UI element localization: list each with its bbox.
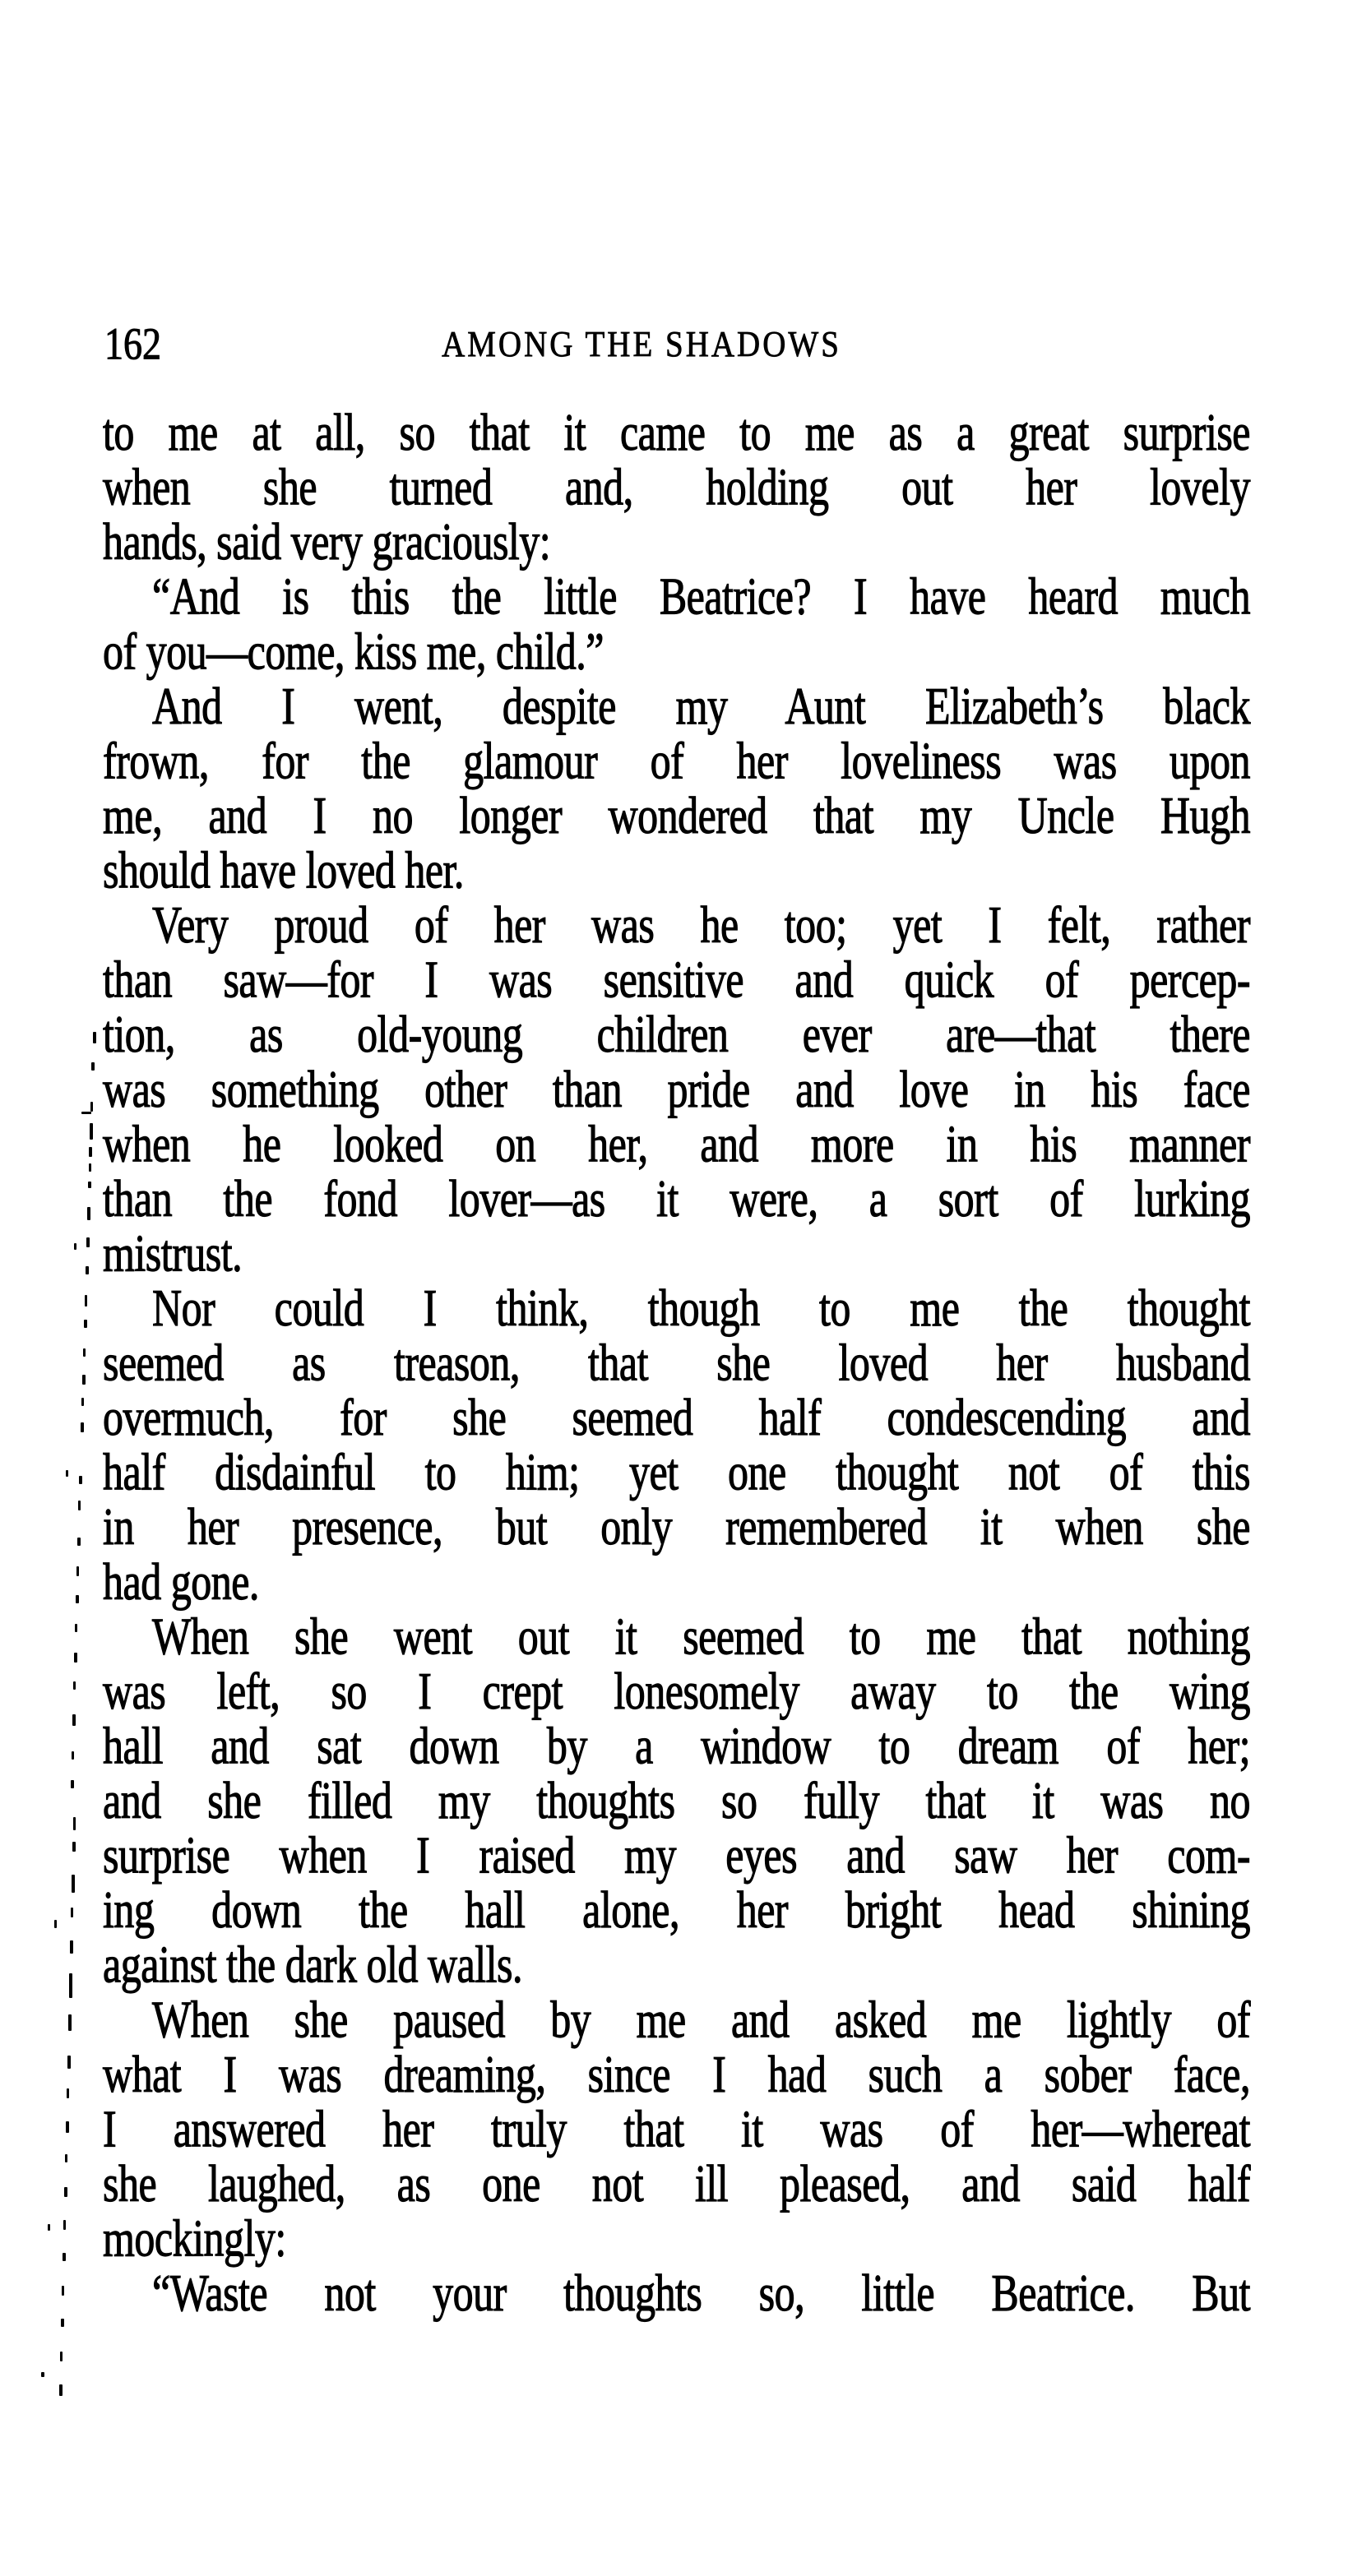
scan-speck: [71, 1908, 73, 1917]
text-line: frown, for the glamour of her loveliness was upon: [103, 730, 1250, 790]
scan-speck: [66, 2121, 69, 2133]
scan-speck: [86, 1266, 89, 1274]
scan-speck: [72, 1875, 75, 1893]
scan-speck: [48, 2224, 50, 2231]
scan-speck: [88, 1182, 91, 1188]
text-line: seemed as treason, that she loved her husband: [103, 1332, 1250, 1392]
scan-speck: [93, 1032, 96, 1043]
scan-speck: [73, 1681, 76, 1690]
text-line: hands, said very graciously:: [103, 511, 551, 571]
text-line: when she turned and, holding out her lovely: [103, 457, 1250, 516]
scan-speck: [61, 2319, 64, 2327]
text-line: Nor could I think, though to me the thought: [152, 1278, 1250, 1338]
text-line: to me at all, so that it came to me as a great surprise: [103, 402, 1250, 462]
text-line: against the dark old walls.: [103, 1935, 522, 1994]
text-line: Very proud of her was he too; yet I felt, rather: [152, 895, 1250, 955]
text-line: “And is this the little Beatrice? I have heard much: [152, 567, 1250, 626]
scan-speck: [83, 1348, 86, 1357]
scan-speck: [73, 1817, 76, 1830]
scan-speck: [59, 2384, 63, 2396]
text-line: should have loved her.: [103, 839, 464, 900]
scan-speck: [41, 2372, 44, 2377]
scan-speck: [63, 2220, 66, 2230]
running-title: AMONG THE SHADOWS: [442, 323, 841, 365]
text-line: and she filled my thoughts so fully that it was no: [103, 1770, 1250, 1830]
text-line: what I was dreaming, since I had such a sober face,: [103, 2044, 1250, 2103]
scan-speck: [74, 1653, 77, 1663]
scan-speck: [62, 2286, 64, 2296]
text-line: was something other than pride and love in his face: [103, 1059, 1250, 1118]
scan-speck: [69, 1973, 72, 1998]
scan-speck: [63, 2253, 66, 2261]
text-line: mockingly:: [103, 2208, 286, 2268]
scan-speck: [86, 1237, 90, 1247]
scan-speck: [81, 1398, 84, 1406]
text-line: when he looked on her, and more in his manner: [103, 1113, 1250, 1173]
scan-speck: [71, 1780, 74, 1788]
page-number: 162: [104, 318, 161, 369]
scan-speck: [78, 1501, 81, 1510]
text-line: “Waste not your thoughts so, little Beatrice. But: [152, 2263, 1250, 2323]
scan-speck: [64, 2187, 67, 2197]
scan-speck: [66, 1470, 68, 1477]
scan-speck: [70, 1940, 73, 1954]
scan-speck: [76, 1566, 79, 1576]
scan-speck: [90, 1102, 93, 1112]
scan-speck: [77, 1538, 81, 1546]
scan-speck: [72, 1714, 76, 1726]
text-line: hall and sat down by a window to dream of her;: [103, 1715, 1250, 1775]
scan-speck: [74, 1243, 76, 1250]
scan-speck: [60, 2352, 63, 2361]
text-line: in her presence, but only remembered it when she: [103, 1496, 1250, 1556]
scan-speck: [76, 1595, 79, 1603]
text-line: ing down the hall alone, her bright head shining: [103, 1880, 1250, 1940]
scan-speck: [89, 1147, 92, 1157]
scan-speck: [90, 1123, 93, 1140]
scan-speck: [67, 2088, 69, 2098]
scan-speck: [81, 1422, 84, 1432]
text-line: When she paused by me and asked me lightly of: [152, 1989, 1250, 2049]
text-line: of you—come, kiss me, child.”: [103, 621, 604, 681]
text-line: mistrust.: [103, 1223, 243, 1283]
text-line: was left, so I crept lonesomely away to the wing: [103, 1661, 1250, 1720]
scan-speck: [65, 2154, 67, 2162]
scan-speck: [72, 1842, 76, 1852]
scan-speck: [79, 1476, 82, 1484]
text-line: surprise when I raised my eyes and saw her com-: [103, 1825, 1250, 1885]
scan-speck: [91, 1062, 95, 1071]
scan-speck: [72, 1751, 74, 1760]
scan-speck: [68, 2014, 72, 2031]
text-line: I answered her truly that it was of her—whereat: [103, 2098, 1250, 2158]
scan-speck: [81, 1112, 91, 1114]
scan-speck: [82, 1375, 86, 1385]
scan-speck: [87, 1207, 90, 1220]
scan-speck: [84, 1320, 87, 1328]
text-line: And I went, despite my Aunt Elizabeth’s black: [152, 676, 1250, 735]
scan-speck: [54, 1920, 57, 1928]
text-line: me, and I no longer wondered that my Uncle Hugh: [103, 785, 1250, 845]
text-line: she laughed, as one not ill pleased, and said half: [103, 2153, 1250, 2213]
text-line: than the fond lover—as it were, a sort of lurking: [103, 1168, 1250, 1228]
text-line: half disdainful to him; yet one thought not of this: [103, 1442, 1250, 1501]
scan-speck: [67, 2056, 71, 2069]
scan-speck: [89, 1163, 91, 1172]
scan-speck: [85, 1295, 87, 1306]
text-line: When she went out it seemed to me that nothing: [152, 1606, 1250, 1666]
text-line: overmuch, for she seemed half condescending and: [103, 1387, 1250, 1447]
text-line: than saw—for I was sensitive and quick of percep-: [103, 950, 1250, 1009]
scan-speck: [75, 1624, 77, 1632]
text-line: had gone.: [103, 1552, 259, 1611]
text-line: tion, as old-young children ever are—that there: [103, 1004, 1250, 1064]
